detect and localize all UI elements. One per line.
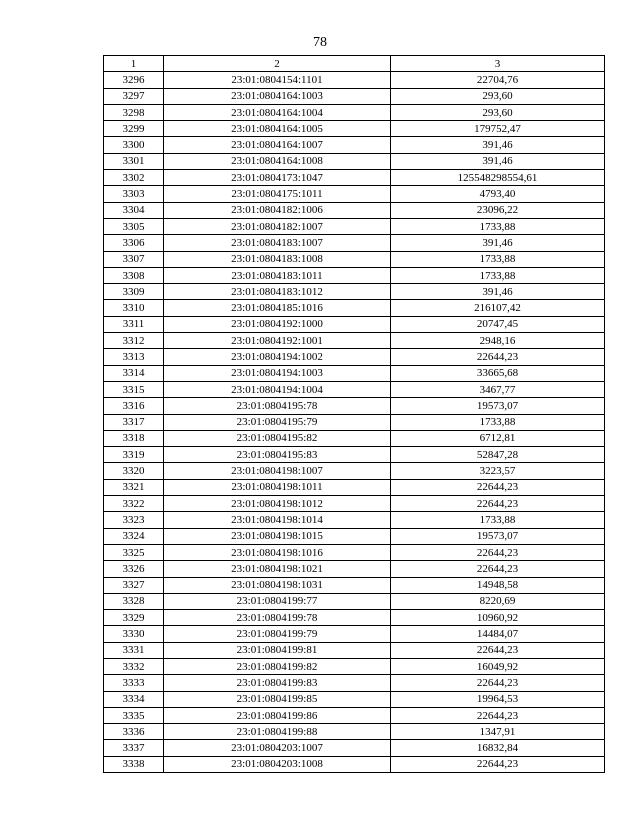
row-number-cell: 3324 [104, 528, 164, 544]
cadastral-number-cell: 23:01:0804199:86 [164, 707, 391, 723]
value-cell: 22644,23 [391, 561, 605, 577]
row-number-cell: 3337 [104, 740, 164, 756]
cadastral-number-cell: 23:01:0804194:1002 [164, 349, 391, 365]
value-cell: 293,60 [391, 104, 605, 120]
row-number-cell: 3306 [104, 235, 164, 251]
cadastral-number-cell: 23:01:0804182:1006 [164, 202, 391, 218]
value-cell: 1733,88 [391, 512, 605, 528]
value-cell: 22704,76 [391, 72, 605, 88]
row-number-cell: 3319 [104, 447, 164, 463]
table-row [104, 447, 605, 463]
row-number-cell: 3310 [104, 300, 164, 316]
cadastral-number-cell: 23:01:0804199:88 [164, 724, 391, 740]
row-number-cell: 3298 [104, 104, 164, 120]
row-number-cell: 3304 [104, 202, 164, 218]
value-cell: 22644,23 [391, 756, 605, 772]
row-number-cell: 3299 [104, 121, 164, 137]
value-cell: 3223,57 [391, 463, 605, 479]
cadastral-number-cell: 23:01:0804199:83 [164, 675, 391, 691]
table-row [104, 430, 605, 446]
column-header-1: 1 [104, 56, 164, 72]
row-number-cell: 3315 [104, 381, 164, 397]
value-cell: 4793,40 [391, 186, 605, 202]
value-cell: 391,46 [391, 284, 605, 300]
value-cell: 20747,45 [391, 316, 605, 332]
row-number-cell: 3330 [104, 626, 164, 642]
table-row [104, 479, 605, 495]
table-body [104, 72, 605, 773]
cadastral-number-cell: 23:01:0804203:1007 [164, 740, 391, 756]
value-cell: 19573,07 [391, 398, 605, 414]
value-cell: 10960,92 [391, 610, 605, 626]
value-cell: 22644,23 [391, 496, 605, 512]
table-row [104, 414, 605, 430]
row-number-cell: 3309 [104, 284, 164, 300]
row-number-cell: 3323 [104, 512, 164, 528]
cadastral-number-cell: 23:01:0804199:81 [164, 642, 391, 658]
value-cell: 293,60 [391, 88, 605, 104]
cadastral-number-cell: 23:01:0804192:1001 [164, 333, 391, 349]
row-number-cell: 3305 [104, 218, 164, 234]
value-cell: 216107,42 [391, 300, 605, 316]
cadastral-number-cell: 23:01:0804198:1016 [164, 544, 391, 560]
table-row [104, 235, 605, 251]
table-row [104, 724, 605, 740]
cadastral-number-cell: 23:01:0804183:1012 [164, 284, 391, 300]
table-row [104, 544, 605, 560]
value-cell: 125548298554,61 [391, 170, 605, 186]
table-row [104, 170, 605, 186]
cadastral-number-cell: 23:01:0804154:1101 [164, 72, 391, 88]
value-cell: 22644,23 [391, 479, 605, 495]
table-row [104, 153, 605, 169]
cadastral-number-cell: 23:01:0804198:1011 [164, 479, 391, 495]
table-row [104, 707, 605, 723]
table-row [104, 691, 605, 707]
table-row [104, 756, 605, 772]
table-row [104, 104, 605, 120]
cadastral-number-cell: 23:01:0804164:1004 [164, 104, 391, 120]
value-cell: 1733,88 [391, 218, 605, 234]
row-number-cell: 3301 [104, 153, 164, 169]
row-number-cell: 3333 [104, 675, 164, 691]
value-cell: 16832,84 [391, 740, 605, 756]
row-number-cell: 3321 [104, 479, 164, 495]
table-row [104, 88, 605, 104]
row-number-cell: 3307 [104, 251, 164, 267]
table-row [104, 300, 605, 316]
row-number-cell: 3326 [104, 561, 164, 577]
table-row [104, 349, 605, 365]
cadastral-number-cell: 23:01:0804198:1014 [164, 512, 391, 528]
value-cell: 22644,23 [391, 642, 605, 658]
cadastral-number-cell: 23:01:0804198:1012 [164, 496, 391, 512]
table-row [104, 642, 605, 658]
data-table [103, 55, 605, 773]
row-number-cell: 3331 [104, 642, 164, 658]
row-number-cell: 3322 [104, 496, 164, 512]
cadastral-number-cell: 23:01:0804203:1008 [164, 756, 391, 772]
cadastral-number-cell: 23:01:0804199:82 [164, 658, 391, 674]
row-number-cell: 3334 [104, 691, 164, 707]
value-cell: 6712,81 [391, 430, 605, 446]
value-cell: 19964,53 [391, 691, 605, 707]
value-cell: 16049,92 [391, 658, 605, 674]
value-cell: 2948,16 [391, 333, 605, 349]
cadastral-number-cell: 23:01:0804195:82 [164, 430, 391, 446]
cadastral-number-cell: 23:01:0804199:77 [164, 593, 391, 609]
table-row [104, 512, 605, 528]
value-cell: 23096,22 [391, 202, 605, 218]
row-number-cell: 3336 [104, 724, 164, 740]
value-cell: 22644,23 [391, 544, 605, 560]
table-row [104, 316, 605, 332]
table-row [104, 658, 605, 674]
table-row [104, 202, 605, 218]
table-row [104, 561, 605, 577]
table-row [104, 365, 605, 381]
cadastral-number-cell: 23:01:0804199:78 [164, 610, 391, 626]
value-cell: 52847,28 [391, 447, 605, 463]
cadastral-number-cell: 23:01:0804164:1003 [164, 88, 391, 104]
cadastral-number-cell: 23:01:0804182:1007 [164, 218, 391, 234]
column-header-3: 3 [391, 56, 605, 72]
table-header [104, 56, 605, 72]
cadastral-number-cell: 23:01:0804164:1007 [164, 137, 391, 153]
table-row [104, 251, 605, 267]
row-number-cell: 3335 [104, 707, 164, 723]
value-cell: 22644,23 [391, 349, 605, 365]
row-number-cell: 3314 [104, 365, 164, 381]
row-number-cell: 3327 [104, 577, 164, 593]
value-cell: 391,46 [391, 153, 605, 169]
cadastral-number-cell: 23:01:0804175:1011 [164, 186, 391, 202]
table-row [104, 675, 605, 691]
value-cell: 179752,47 [391, 121, 605, 137]
row-number-cell: 3297 [104, 88, 164, 104]
row-number-cell: 3328 [104, 593, 164, 609]
table-row [104, 496, 605, 512]
value-cell: 1733,88 [391, 251, 605, 267]
row-number-cell: 3312 [104, 333, 164, 349]
table-row [104, 218, 605, 234]
table-row [104, 186, 605, 202]
cadastral-number-cell: 23:01:0804198:1007 [164, 463, 391, 479]
cadastral-number-cell: 23:01:0804183:1007 [164, 235, 391, 251]
cadastral-number-cell: 23:01:0804195:83 [164, 447, 391, 463]
table-row [104, 137, 605, 153]
page-number: 78 [313, 35, 327, 50]
value-cell: 391,46 [391, 235, 605, 251]
table-row [104, 610, 605, 626]
row-number-cell: 3320 [104, 463, 164, 479]
cadastral-number-cell: 23:01:0804164:1005 [164, 121, 391, 137]
value-cell: 22644,23 [391, 675, 605, 691]
table-row [104, 381, 605, 397]
value-cell: 14484,07 [391, 626, 605, 642]
row-number-cell: 3318 [104, 430, 164, 446]
table-row [104, 267, 605, 283]
cadastral-number-cell: 23:01:0804199:85 [164, 691, 391, 707]
table-row [104, 528, 605, 544]
cadastral-number-cell: 23:01:0804198:1021 [164, 561, 391, 577]
cadastral-number-cell: 23:01:0804183:1008 [164, 251, 391, 267]
header-row [104, 56, 605, 72]
row-number-cell: 3302 [104, 170, 164, 186]
row-number-cell: 3317 [104, 414, 164, 430]
table-row [104, 593, 605, 609]
value-cell: 14948,58 [391, 577, 605, 593]
value-cell: 1733,88 [391, 414, 605, 430]
row-number-cell: 3300 [104, 137, 164, 153]
cadastral-number-cell: 23:01:0804185:1016 [164, 300, 391, 316]
value-cell: 33665,68 [391, 365, 605, 381]
table-row [104, 121, 605, 137]
cadastral-number-cell: 23:01:0804198:1031 [164, 577, 391, 593]
row-number-cell: 3313 [104, 349, 164, 365]
row-number-cell: 3338 [104, 756, 164, 772]
table-row [104, 284, 605, 300]
value-cell: 391,46 [391, 137, 605, 153]
cadastral-number-cell: 23:01:0804199:79 [164, 626, 391, 642]
row-number-cell: 3316 [104, 398, 164, 414]
row-number-cell: 3329 [104, 610, 164, 626]
cadastral-number-cell: 23:01:0804192:1000 [164, 316, 391, 332]
row-number-cell: 3332 [104, 658, 164, 674]
row-number-cell: 3303 [104, 186, 164, 202]
row-number-cell: 3325 [104, 544, 164, 560]
cadastral-number-cell: 23:01:0804195:78 [164, 398, 391, 414]
row-number-cell: 3311 [104, 316, 164, 332]
table-row [104, 72, 605, 88]
row-number-cell: 3296 [104, 72, 164, 88]
cadastral-number-cell: 23:01:0804194:1004 [164, 381, 391, 397]
column-header-2: 2 [164, 56, 391, 72]
value-cell: 1733,88 [391, 267, 605, 283]
table-row [104, 577, 605, 593]
cadastral-number-cell: 23:01:0804164:1008 [164, 153, 391, 169]
value-cell: 8220,69 [391, 593, 605, 609]
value-cell: 22644,23 [391, 707, 605, 723]
table-row [104, 463, 605, 479]
value-cell: 3467,77 [391, 381, 605, 397]
cadastral-number-cell: 23:01:0804195:79 [164, 414, 391, 430]
table-row [104, 626, 605, 642]
cadastral-number-cell: 23:01:0804173:1047 [164, 170, 391, 186]
value-cell: 1347,91 [391, 724, 605, 740]
table-row [104, 740, 605, 756]
table-row [104, 333, 605, 349]
cadastral-number-cell: 23:01:0804183:1011 [164, 267, 391, 283]
row-number-cell: 3308 [104, 267, 164, 283]
value-cell: 19573,07 [391, 528, 605, 544]
table-row [104, 398, 605, 414]
cadastral-number-cell: 23:01:0804194:1003 [164, 365, 391, 381]
cadastral-number-cell: 23:01:0804198:1015 [164, 528, 391, 544]
